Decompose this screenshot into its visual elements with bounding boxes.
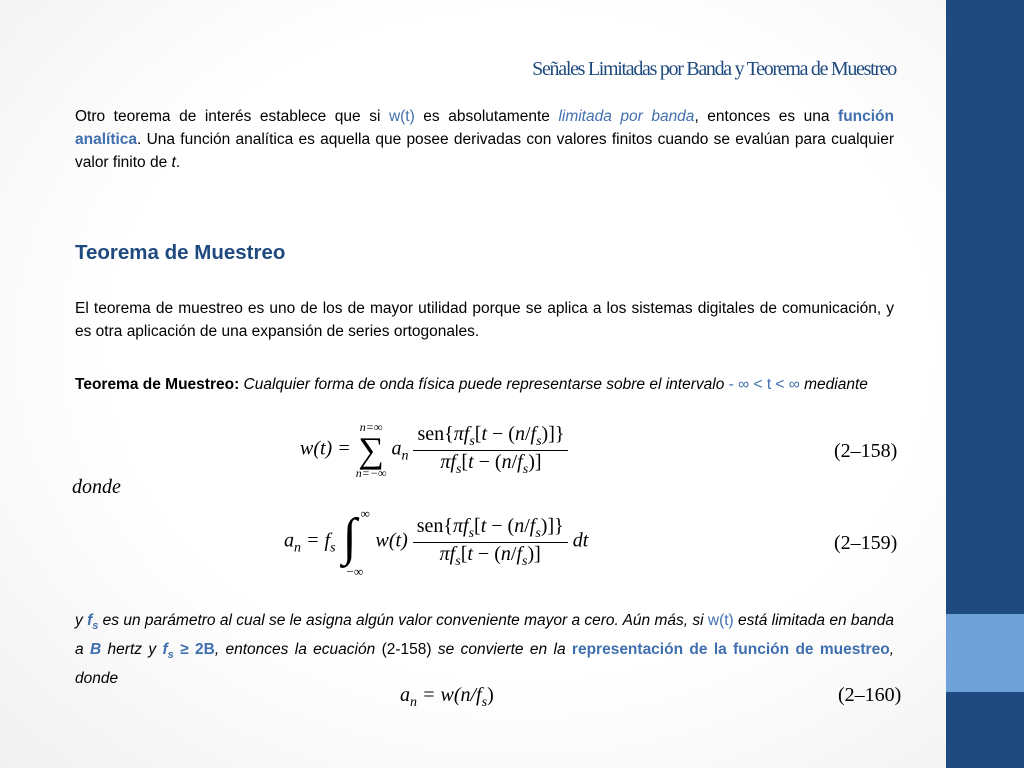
eq158-numerator: $sen\{\pi f_s[t - (n/f_s)]\}$ — [413, 423, 568, 451]
equation-label-2-158: (2–158) — [834, 440, 898, 462]
equation-label-2-159: (2–159) — [834, 532, 898, 554]
theorem-statement: Teorema de Muestreo: Cualquier forma de onda física puede representarse sobre el intervalo - ∞ < t < ∞ mediante — [75, 376, 868, 393]
equation-2-160: $a_n = w(n/f_s)$ — [400, 684, 494, 710]
equation-label-2-160: (2–160) — [838, 684, 902, 706]
sidebar-accent — [946, 614, 1024, 692]
slide-title: Señales Limitadas por Banda y Teorema de Muestreo — [532, 58, 896, 80]
equation-2-159: $a_n = f_s$ ∫ ∞ −∞ w(t) $\frac{sen\{\pi f_s[t - (n/f_s)]\}}{\pi f_s[t - (n/f_s)]}$ dt — [284, 506, 589, 579]
equation-2-158: w(t) = n=∞ ∑ n=−∞ $a_n$ $\frac{sen\{\pi f_s[t - (n/f_s)]\}}{\pi f_s[t - (n/f_s)]}$ — [300, 421, 568, 479]
eq159-denominator: $\pi f_s[t - (n/f_s)]$ — [439, 542, 541, 569]
summation-symbol: n=∞ ∑ n=−∞ — [355, 420, 387, 480]
sidebar-decoration — [946, 0, 1024, 768]
eq158-denominator: $\pi f_s[t - (n/f_s)]$ — [440, 450, 542, 477]
integral-symbol: ∫ ∞ −∞ — [342, 506, 370, 579]
conclusion-paragraph: y $f_s$ es un parámetro al cual se le asigna algún valor conveniente mayor a cero. Aún más, si w(t) está limitada en banda a B hertz y $f_s \ge 2B$, entonces la ecuación (2-158) se convierte en la representación de la función de muestreo, donde — [75, 612, 894, 688]
theorem-intro-paragraph: El teorema de muestreo es uno de los de mayor utilidad porque se aplica a los sistemas digitales de comunicación, y es otra aplicación de una expansión de series ortogonales. — [75, 300, 894, 340]
intro-paragraph: Otro teorema de interés establece que si w(t) es absolutamente limitada por banda, entonces es una función analítica. Una función analítica es aquella que posee derivadas con valores finitos cuando se evalúan para cualquier valor finito de t. — [75, 108, 894, 171]
section-heading: Teorema de Muestreo — [75, 241, 286, 264]
eq159-numerator: $sen\{\pi f_s[t - (n/f_s)]\}$ — [413, 515, 568, 543]
donde-label: donde — [72, 476, 121, 498]
